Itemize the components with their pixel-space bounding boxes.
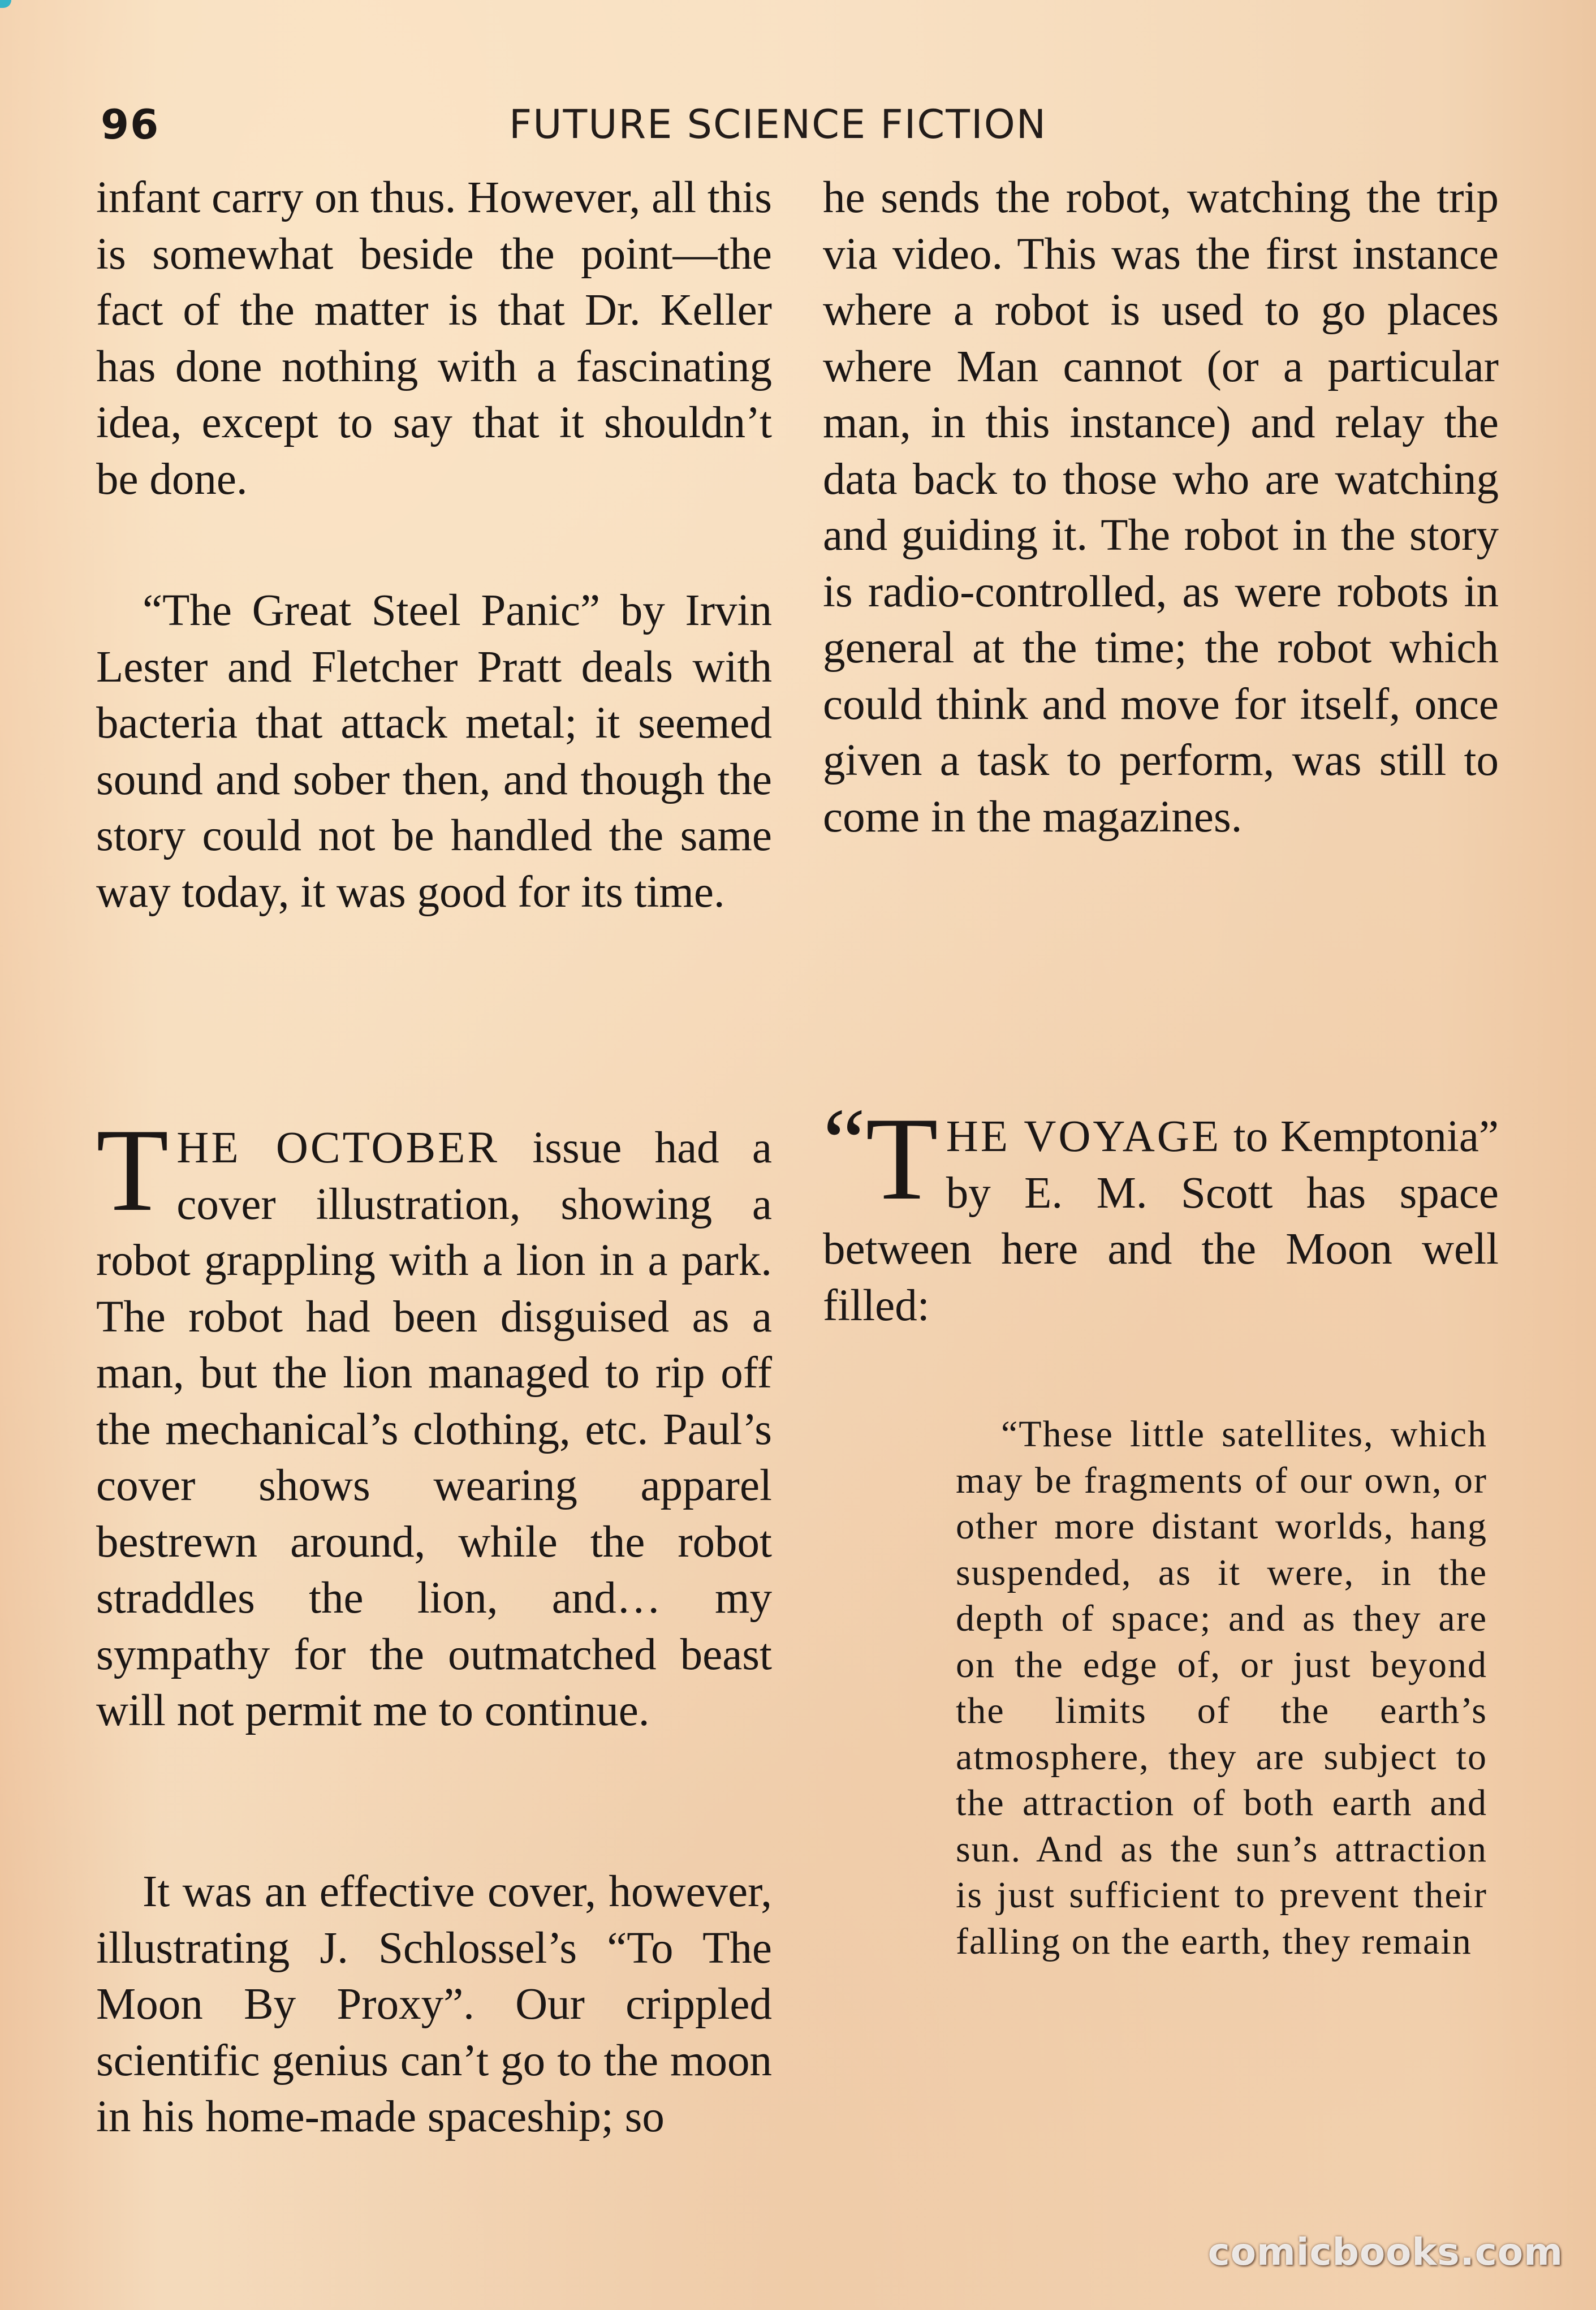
- quote-text: “These little satellites, which may be fragments of our own, or other more distant worlds, hang suspended, as it were, in the depth of space; and as they are on the edge of, or just beyond the limits of the earth’s atmosphere, they are subject to the attraction of both earth and sun. And as the sun’s attraction is just sufficient to prevent their falling on the earth, they remain: [956, 1413, 1487, 1962]
- corner-scan-mark: [0, 0, 11, 8]
- watermark-logo: comicbooks.com: [1207, 2230, 1563, 2274]
- left-column-section-october: [96, 1105, 772, 1739]
- section-lead: HE OCTOBER: [176, 1123, 500, 1173]
- open-quote-mark: “: [823, 1089, 862, 1195]
- page-number: 96: [101, 101, 160, 148]
- paragraph-text: he sends the robot, watching the trip via video. This was the first instance where a robot is used to go places where Man cannot (or a particular man, in this instance) and relay the data back to those who are watching and guiding it. The robot in the story is radio-controlled, as were robots in general at the time; the robot which could think and move for itself, once given a task to perform, was still to come in the magazines.: [823, 173, 1499, 842]
- left-column-paragraph-2: [96, 583, 772, 920]
- paragraph-text: “The Great Steel Panic” by Irvin Lester and Fletcher Pratt deals with bacteria that attack metal; it seemed sound and sober then, and though the story could not be handled the same way today, it was good for its time.: [96, 586, 772, 917]
- running-title: FUTURE SCIENCE FICTION: [509, 101, 1047, 148]
- paragraph-text: It was an effective cover, however, illustrating J. Schlossel’s “To The Moon By Proxy”. Our crippled scientific genius can’t go to the moon in his home-made spaceship; so: [96, 1867, 772, 2141]
- left-column-paragraph-4: [96, 1864, 772, 2145]
- page-header: [0, 96, 1596, 153]
- paragraph-text: infant carry on thus. However, all this is somewhat beside the point—the fact of the matter is that Dr. Keller has done nothing with a fascinating idea, except to say that it shouldn’t be done.: [96, 173, 772, 504]
- section-paragraph: [96, 1105, 772, 1739]
- drop-cap: T: [96, 1105, 169, 1236]
- paragraph-text: issue had a cover illustration, showing a robot grappling with a lion in a park. The robot had been disguised as a man, but the lion managed to rip off the mechanical’s clothing, etc. Paul’s cover shows wearing apparel bestrewn around, while the robot straddles the lion, and… my sympathy for the outmatched beast will not permit me to continue.: [96, 1123, 772, 1735]
- section-lead: HE VOYAGE: [946, 1112, 1222, 1161]
- block-quote: [956, 1411, 1487, 1964]
- left-column-paragraph-1: [96, 170, 772, 507]
- paragraph-text: to Kemptonia” by E. M. Scott has space between here and the Moon well filled:: [823, 1112, 1499, 1330]
- right-column-section-voyage: [823, 1089, 1499, 1334]
- section-paragraph: [823, 1089, 1499, 1334]
- right-column-paragraph-1: [823, 170, 1499, 845]
- drop-cap: T: [865, 1093, 938, 1225]
